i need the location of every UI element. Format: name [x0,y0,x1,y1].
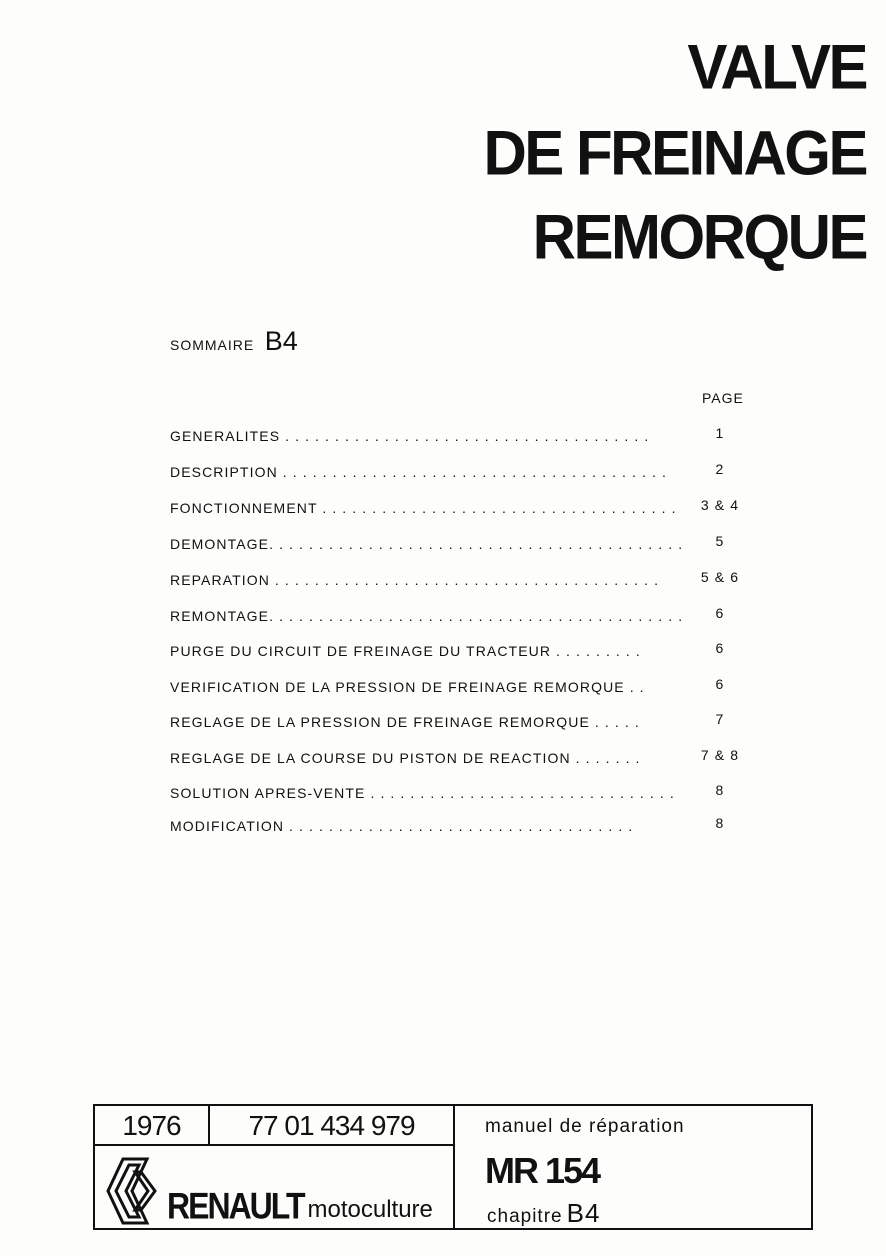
page-column-header: PAGE [702,390,744,406]
toc-row [170,605,750,628]
chapter-code: B4 [566,1198,601,1228]
title-block [93,1104,813,1230]
chapter-label: chapitre [487,1206,563,1227]
title-block-top-row [95,1106,453,1146]
toc-title: SOLUTION APRES-VENTE . . . . . . . . . . . . . . . . . . . . . . . . . . . . . . . [170,785,675,801]
toc-title: FONCTIONNEMENT . . . . . . . . . . . . . . . . . . . . . . . . . . . . . . . . . . . . [170,500,677,516]
toc-page: 6 [715,640,725,656]
toc-page: 5 [715,533,725,549]
toc-page: 5 & 6 [700,569,740,585]
manual-code: MR 154 [485,1150,600,1191]
toc-title: REGLAGE DE LA COURSE DU PISTON DE REACTION . . . . . . . [170,750,641,766]
year: 1976 [95,1106,210,1144]
toc-title: VERIFICATION DE LA PRESSION DE FREINAGE REMORQUE . . [170,679,645,695]
toc-row [170,815,750,838]
toc-page: 8 [715,815,725,831]
chapter [487,1198,600,1229]
toc-title: MODIFICATION . . . . . . . . . . . . . . . . . . . . . . . . . . . . . . . . . . . [170,818,634,834]
toc-row [170,676,750,699]
toc-row [170,711,750,734]
toc-row [170,569,750,592]
toc-page: 1 [715,425,725,441]
reference-number: 77 01 434 979 [248,1110,415,1141]
toc-row [170,782,750,805]
toc-row [170,747,750,770]
toc-page: 7 [715,711,725,727]
toc-title: DEMONTAGE. . . . . . . . . . . . . . . . . . . . . . . . . . . . . . . . . . . . . . . . . . [170,536,684,552]
toc-page: 7 & 8 [700,747,740,763]
toc-row [170,497,750,520]
toc-title: REPARATION . . . . . . . . . . . . . . . . . . . . . . . . . . . . . . . . . . . . . . . [170,572,660,588]
manual-label: manuel de réparation [485,1116,685,1137]
brand [167,1185,433,1227]
renault-diamond-logo-icon [105,1156,165,1226]
title-block-right [455,1106,811,1228]
toc-row [170,640,750,663]
toc-page: 8 [715,782,725,798]
sommaire-heading [170,326,298,357]
toc-page: 6 [715,605,725,621]
title-line-1: VALVE [687,31,866,103]
brand-suffix: motoculture [307,1196,433,1223]
sommaire-label: SOMMAIRE [170,337,255,353]
brand-name: RENAULT [167,1185,304,1227]
toc-title: GENERALITES . . . . . . . . . . . . . . . . . . . . . . . . . . . . . . . . . . . . . [170,428,650,444]
title-block-left [95,1106,455,1228]
sommaire-code: B4 [264,326,298,356]
toc-row [170,461,750,484]
toc-page: 6 [715,676,725,692]
toc-title: REGLAGE DE LA PRESSION DE FREINAGE REMORQUE . . . . . [170,714,640,730]
toc-page: 3 & 4 [700,497,740,513]
toc-row [170,425,750,448]
toc-title: PURGE DU CIRCUIT DE FREINAGE DU TRACTEUR . . . . . . . . . [170,643,641,659]
title-line-2: DE FREINAGE [483,117,866,189]
toc-title: REMONTAGE. . . . . . . . . . . . . . . . . . . . . . . . . . . . . . . . . . . . . . . . . . [170,608,684,624]
toc-page: 2 [715,461,725,477]
title-line-3: REMORQUE [532,201,866,273]
toc-row [170,533,750,556]
toc-title: DESCRIPTION . . . . . . . . . . . . . . . . . . . . . . . . . . . . . . . . . . . . . . . [170,464,667,480]
